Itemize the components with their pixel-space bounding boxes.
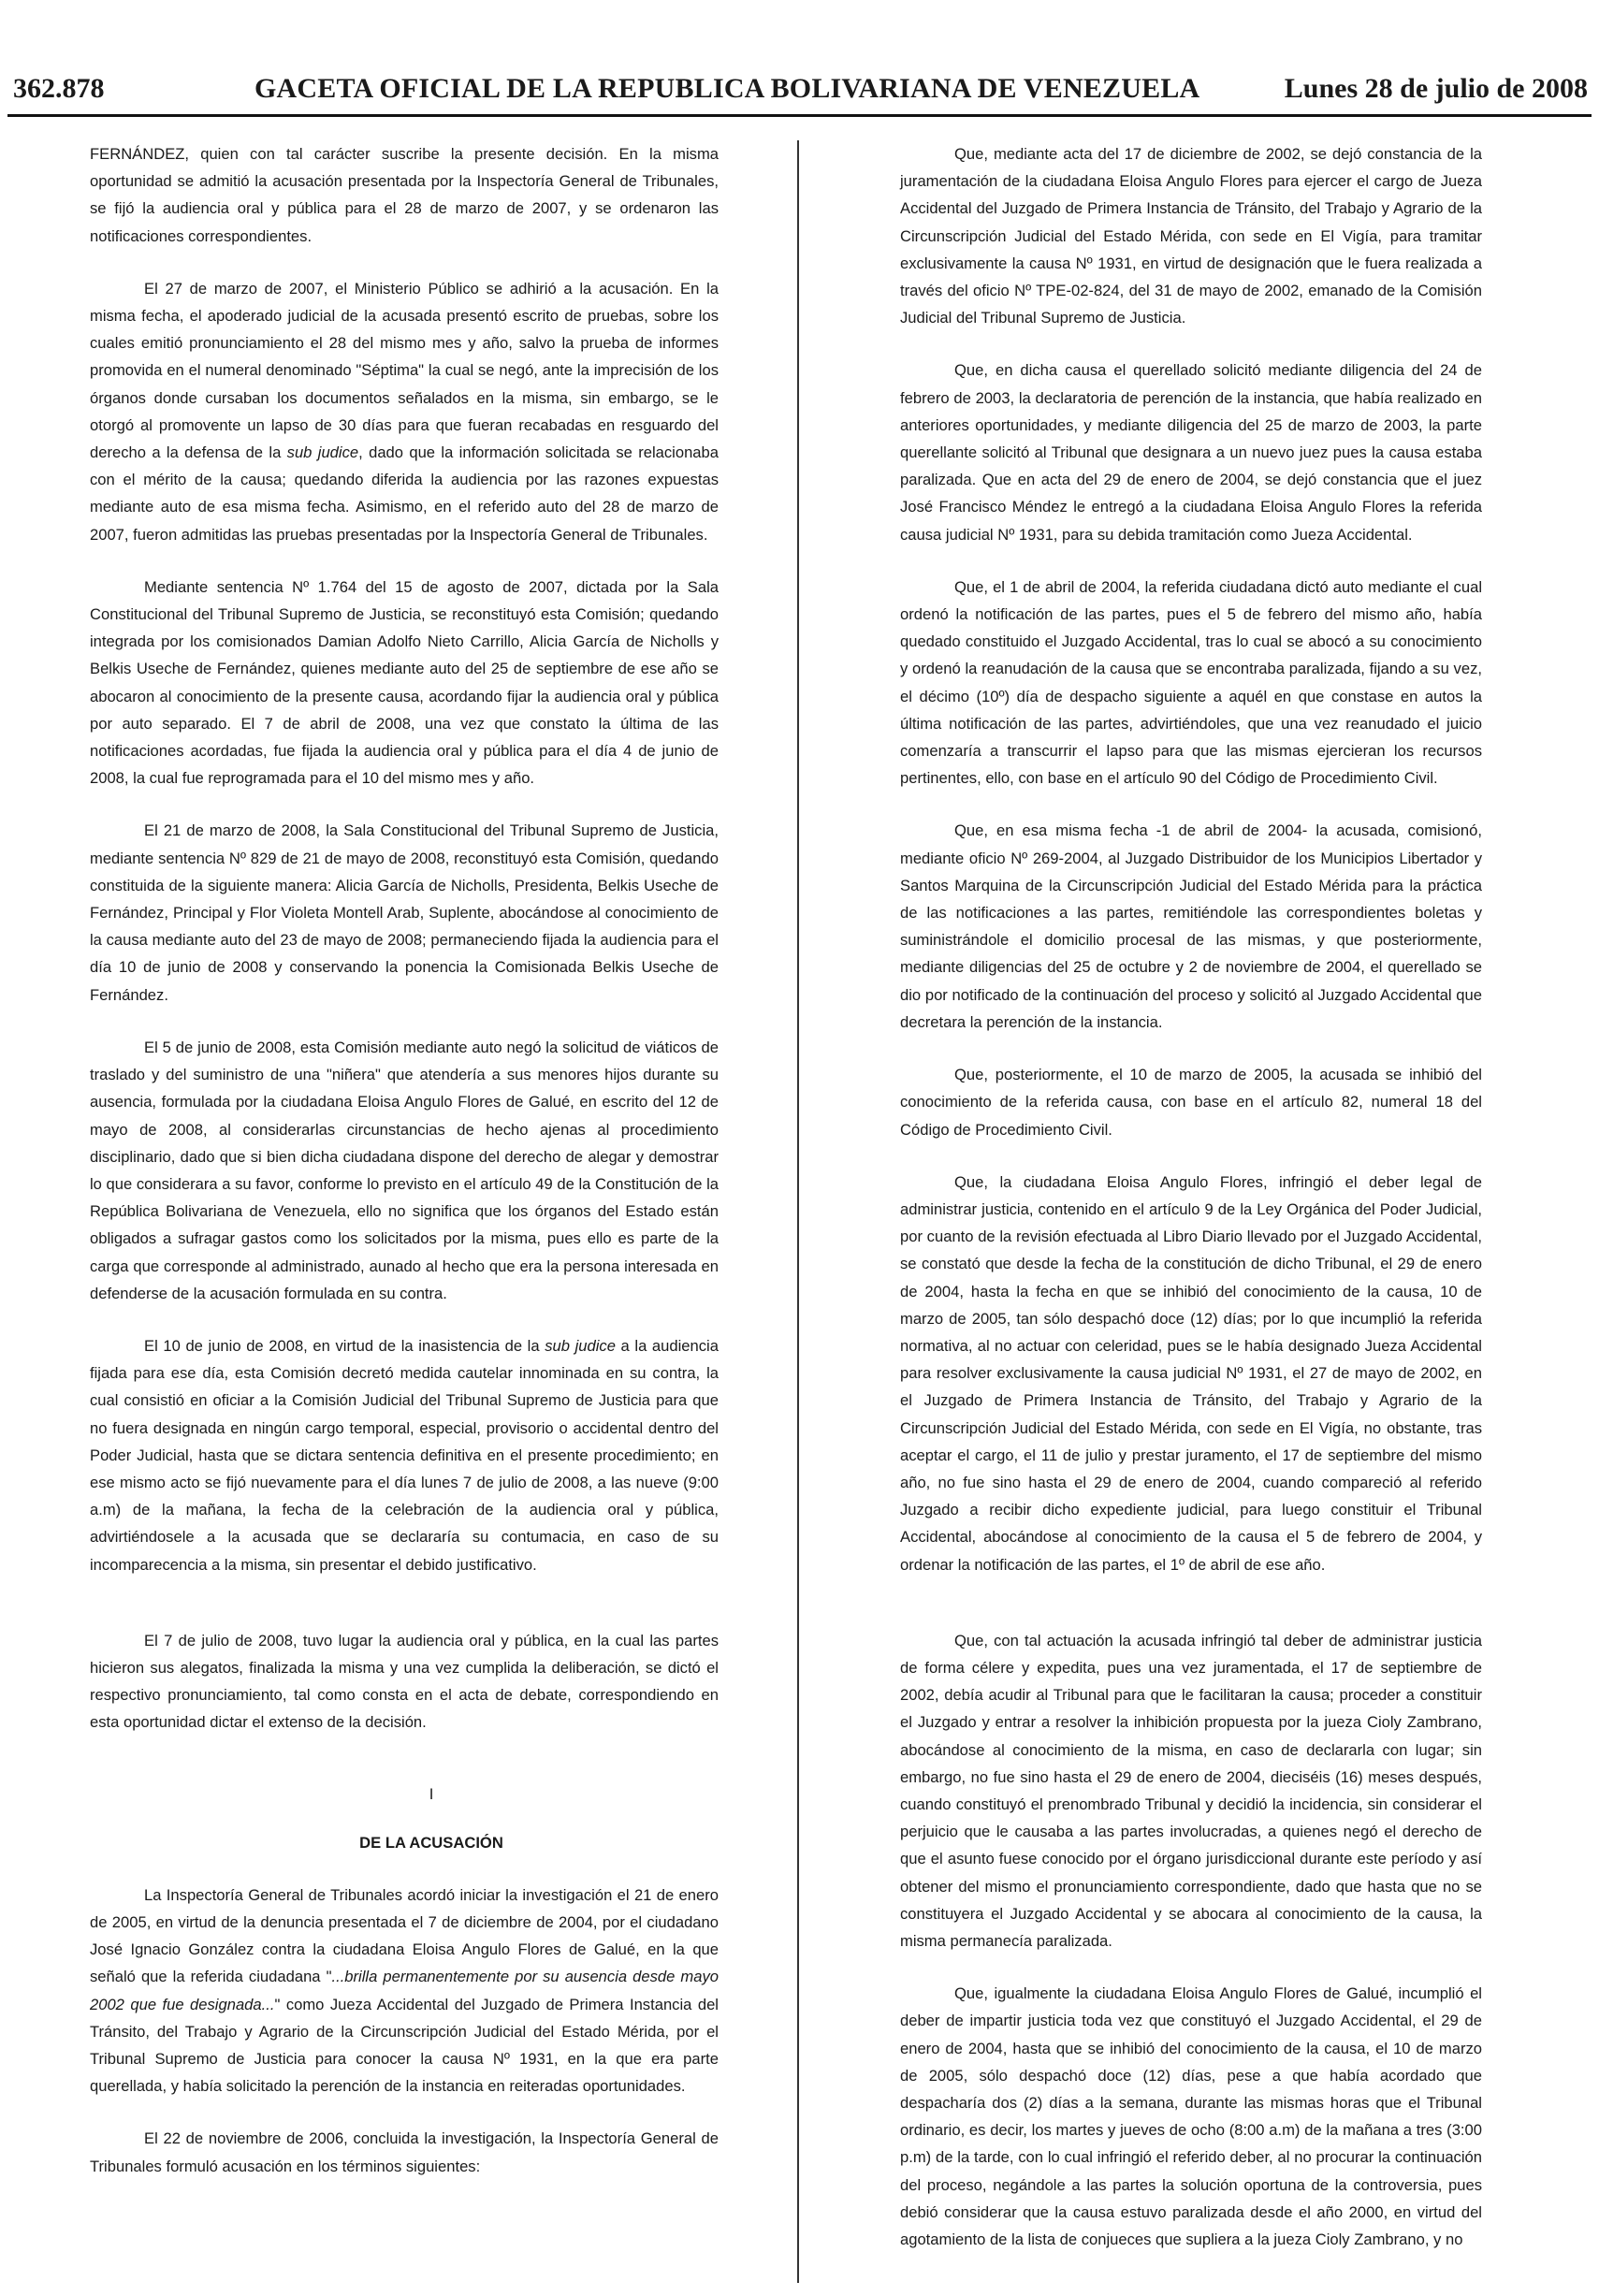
column-divider — [797, 140, 799, 2283]
page-number: 362.878 — [13, 73, 105, 104]
section-title: DE LA ACUSACIÓN — [359, 1833, 503, 1852]
paragraph: Que, el 1 de abril de 2004, la referida ciudadana dictó auto mediante el cual ordenó la notificación de las partes, pues el 5 de febrero del mismo año, había quedado constituido el Juzgado Accidental, tras lo cual se abocó a su conocimiento y ordenó la reanudación de la causa que se encontraba paralizada, fijando a su vez, el décimo (10º) día de despacho siguiente a aquél en que constase en autos la última notificación de las partes, advirtiéndoles, que una vez reanudado el juicio comenzaría a transcurrir el lapso para que las mismas ejercieran los recursos pertinentes, ello, con base en el artículo 90 del Código de Procedimiento Civil. — [900, 577, 1482, 788]
paragraph: FERNÁNDEZ, quien con tal carácter suscribe la presente decisión. En la misma oportunidad se admitió la acusación presentada por la Inspectoría General de Tribunales, se fijó la audiencia oral y pública para el 28 de marzo de 2007, y se ordenaron las notificaciones correspondientes. — [90, 145, 719, 245]
paragraph: La Inspectoría General de Tribunales acordó iniciar la investigación el 21 de enero de 2005, en virtud de la denuncia presentada el 7 de diciembre de 2004, por el ciudadano José Ignacio González contra la ciudadana Eloisa Angulo Flores de Galué, en la que señaló que la referida ciudadana "...brilla permanentemente por su ausencia desde mayo 2002 que fue designada..." como Jueza Accidental del Juzgado de Primera Instancia del Tránsito, del Trabajo y Agrario de la Circunscripción Judicial del Estado Mérida, por el Tribunal Supremo de Justicia para conocer la causa Nº 1931, en la que era parte querellada, y había solicitado la perención de la instancia en reiteradas oportunidades. — [90, 1885, 720, 2096]
paragraph: El 7 de julio de 2008, tuvo lugar la audiencia oral y pública, en la cual las partes hicieron sus alegatos, finalizada la misma y una vez cumplida la deliberación, se dictó el respectivo pronunciamiento, tal como consta en el acta de debate, correspondiendo en esta oportunidad dictar el extenso de la decisión. — [90, 1631, 719, 1732]
paragraph: Que, igualmente la ciudadana Eloisa Angulo Flores de Galué, incumplió el deber de impartir justicia toda vez que constituyó el Juzgado Accidental, el 29 de enero de 2004, hasta que se inhibió del conocimiento de la causa, el 10 de marzo de 2005, sólo despachó doce (12) días, pese a que había acordado que despacharía dos (2) días a la semana, durante las mismas horas que el Tribunal ordinario, es decir, los martes y jueves de ocho (8:00 a.m) de la mañana a tres (3:00 p.m) de la tarde, con lo cual infringió el referido deber, al no procurar la continuación del proceso, negándole a las partes la solución oportuna de la controversia, pues debió considerar que la causa estuvo paralizada desde el año 2000, en virtud del agotamiento de la lista de conjueces que supliera a la jueza Cioly Zambrano, y no — [900, 1984, 1482, 2249]
paragraph: Que, en esa misma fecha -1 de abril de 2004- la acusada, comisionó, mediante oficio Nº 269-2004, al Juzgado Distribuidor de los Municipios Libertador y Santos Marquina de la Circunscripción Judicial del Estado Mérida para la práctica de las notificaciones a las partes, remitiéndole las correspondientes boletas y suministrándole el domicilio procesal de las mismas, y que posteriormente, mediante diligencias del 25 de octubre y 2 de noviembre de 2004, el querellado se dio por notificado de la continuación del proceso y solicitó al Juzgado Accidental que decretara la perención de la instancia. — [900, 821, 1482, 1031]
section-number: I — [429, 1784, 434, 1803]
paragraph: Que, con tal actuación la acusada infringió tal deber de administrar justicia de forma célere y expedita, pues una vez juramentada, el 17 de septiembre de 2002, debía acudir al Tribunal para que le facilitaran la causa; proceder a constituir el Juzgado y entrar a resolver la inhibición propuesta por la jueza Cioly Zambrano, abocándose al conocimiento de la misma, en caso de declararla con lugar; sin embargo, no fue sino hasta el 29 de enero de 2004, dieciséis (16) meses después, cuando constituyó el prenombrado Tribunal y decidió la incidencia, sin considerar el perjuicio que le causaba a las partes involucradas, a quienes negó el derecho de que el asunto fuese conocido por el órgano jurisdiccional durante este período y así obtener del mismo el pronunciamiento correspondiente, dado que hasta que no se constituyera el Juzgado Accidental y se abocara al conocimiento de la causa, la misma permanecía paralizada. — [900, 1631, 1482, 1950]
publication-title: GACETA OFICIAL DE LA REPUBLICA BOLIVARIANA DE VENEZUELA — [254, 73, 1200, 104]
left-column — [90, 140, 719, 2205]
paragraph: El 22 de noviembre de 2006, concluida la investigación, la Inspectoría General de Tribunales formuló acusación en los términos siguientes: — [90, 2129, 719, 2175]
header-rule — [7, 114, 1592, 117]
paragraph: El 10 de junio de 2008, en virtud de la inasistencia de la sub judice a la audiencia fijada para ese día, esta Comisión decretó medida cautelar innominada en su contra, la cual consistió en oficiar a la Comisión Judicial del Tribunal Supremo de Justicia para que no fuera designada en ningún cargo temporal, especial, provisorio o accidental dentro del Poder Judicial, hasta que se dictara sentencia definitiva en el presente procedimiento; en ese mismo acto se fijó nuevamente para el día lunes 7 de julio de 2008, a las nueve (9:00 a.m) de la mañana, la fecha de la celebración de la audiencia oral y pública, advirtiéndosele a la acusada que se declararía su contumacia, en caso de su incomparecencia a la misma, sin presentar el debido justificativo. — [90, 1336, 719, 1574]
paragraph: El 21 de marzo de 2008, la Sala Constitucional del Tribunal Supremo de Justicia, mediante sentencia Nº 829 de 21 de mayo de 2008, reconstituyó esta Comisión, quedando constituida de la siguiente manera: Alicia García de Nicholls, Presidenta, Belkis Useche de Fernández, Principal y Flor Violeta Montell Arab, Suplente, abocándose al conocimiento de la causa mediante auto del 23 de mayo de 2008; permaneciendo fijada la audiencia para el día 10 de junio de 2008 y conservando la ponencia la Comisionada Belkis Useche de Fernández. — [90, 821, 719, 1004]
right-column — [900, 140, 1482, 2278]
paragraph: Que, mediante acta del 17 de diciembre de 2002, se dejó constancia de la juramentación de la ciudadana Eloisa Angulo Flores para ejercer el cargo de Jueza Accidental del Juzgado de Primera Instancia de Tránsito, del Trabajo y Agrario de la Circunscripción Judicial del Estado Mérida, con sede en El Vigía, para tramitar exclusivamente la causa Nº 1931, en virtud de designación que le fuera realizada a través del oficio Nº TPE-02-824, del 31 de mayo de 2002, emanado de la Comisión Judicial del Tribunal Supremo de Justicia. — [900, 145, 1482, 327]
paragraph: Mediante sentencia Nº 1.764 del 15 de agosto de 2007, dictada por la Sala Constitucional del Tribunal Supremo de Justicia, se reconstituyó esta Comisión; quedando integrada por los comisionados Damian Adolfo Nieto Carrillo, Alicia García de Nicholls y Belkis Useche de Fernández, quienes mediante auto del 25 de septiembre de ese año se abocaron al conocimiento de la presente causa, acordando fijar la audiencia oral y pública por auto separado. El 7 de abril de 2008, una vez que constato la última de las notificaciones acordadas, fue fijada la audiencia oral y pública para el día 4 de junio de 2008, la cual fue reprogramada para el 10 del mismo mes y año. — [90, 577, 719, 788]
paragraph: El 5 de junio de 2008, esta Comisión mediante auto negó la solicitud de viáticos de traslado y del suministro de una "niñera" que atendería a sus menores hijos durante su ausencia, formulada por la ciudadana Eloisa Angulo Flores de Galué, en escrito del 12 de mayo de 2008, al considerarlas circunstancias de hecho ajenas al procedimiento disciplinario, dado que si bien dicha ciudadana dispone del derecho de alegar y demostrar lo que considerara a su favor, conforme lo previsto en el artículo 49 de la Constitución de la República Bolivariana de Venezuela, ello no significa que los órganos del Estado están obligados a sufragar gastos como los solicitados por la misma, pues ello es parte de la carga que corresponde al administrado, aunado al hecho que era la persona interesada en defenderse de la acusación formulada en su contra. — [90, 1038, 719, 1302]
paragraph: Que, la ciudadana Eloisa Angulo Flores, infringió el deber legal de administrar justicia, contenido en el artículo 9 de la Ley Orgánica del Poder Judicial, por cuanto de la revisión efectuada al Libro Diario llevado por el Juzgado Accidental, se constató que desde la fecha de la constitución de dicho Tribunal, el 29 de enero de 2004, hasta la fecha en que se inhibió del conocimiento de la causa, 10 de marzo de 2005, tan sólo despachó doce (12) días; por lo que incumplió la referida normativa, al no actuar con celeridad, pues se le había designado Jueza Accidental para resolver exclusivamente la causa judicial Nº 1931, el 27 de mayo de 2002, en el Juzgado de Primera Instancia de Tránsito, del Trabajo y Agrario de la Circunscripción Judicial del Estado Mérida, con sede en El Vigía, no obstante, tras aceptar el cargo, el 11 de julio y prestar juramento, el 17 de septiembre del mismo año, no fue sino hasta el 29 de enero de 2004, cuando compareció al referido Juzgado a recibir dicho expediente judicial, para luego constituir el Tribunal Accidental, abocándose al conocimiento de la causa el 5 de febrero de 2004, y ordenar la notificación de las partes, el 1º de abril de ese año. — [900, 1172, 1482, 1574]
issue-date: Lunes 28 de julio de 2008 — [1284, 73, 1588, 104]
paragraph: Que, en dicha causa el querellado solicitó mediante diligencia del 24 de febrero de 2003, la declaratoria de perención de la instancia, que había realizado en anteriores oportunidades, y mediante diligencia del 25 de marzo de 2003, la parte querellante solicitó al Tribunal que designara a un nuevo juez pues la causa estaba paralizada. Que en acta del 29 de enero de 2004, se dejó constancia que el juez José Francisco Méndez le entregó a la ciudadana Eloisa Angulo Flores la referida causa judicial Nº 1931, para su debida tramitación como Jueza Accidental. — [900, 361, 1482, 544]
page-header — [0, 0, 1599, 126]
paragraph: Que, posteriormente, el 10 de marzo de 2005, la acusada se inhibió del conocimiento de la referida causa, con base en el artículo 82, numeral 18 del Código de Procedimiento Civil. — [900, 1066, 1482, 1139]
paragraph: El 27 de marzo de 2007, el Ministerio Público se adhirió a la acusación. En la misma fecha, el apoderado judicial de la acusada presentó escrito de pruebas, sobre los cuales emitió pronunciamiento el 28 del mismo mes y año, salvo la prueba de informes promovida en el numeral denominado "Séptima" la cual se negó, ante la imprecisión de los órganos donde cursaban los documentos señalados en la misma, sin embargo, se le otorgó al promovente un lapso de 30 días para que fueran recabadas en resguardo del derecho a la defensa de la sub judice, dado que la información solicitada se relacionaba con el mérito de la causa; quedando diferida la audiencia por las razones expuestas mediante auto de esa misma fecha. Asimismo, en el referido auto del 28 de marzo de 2007, fueron admitidas las pruebas presentadas por la Inspectoría General de Tribunales. — [90, 279, 719, 544]
